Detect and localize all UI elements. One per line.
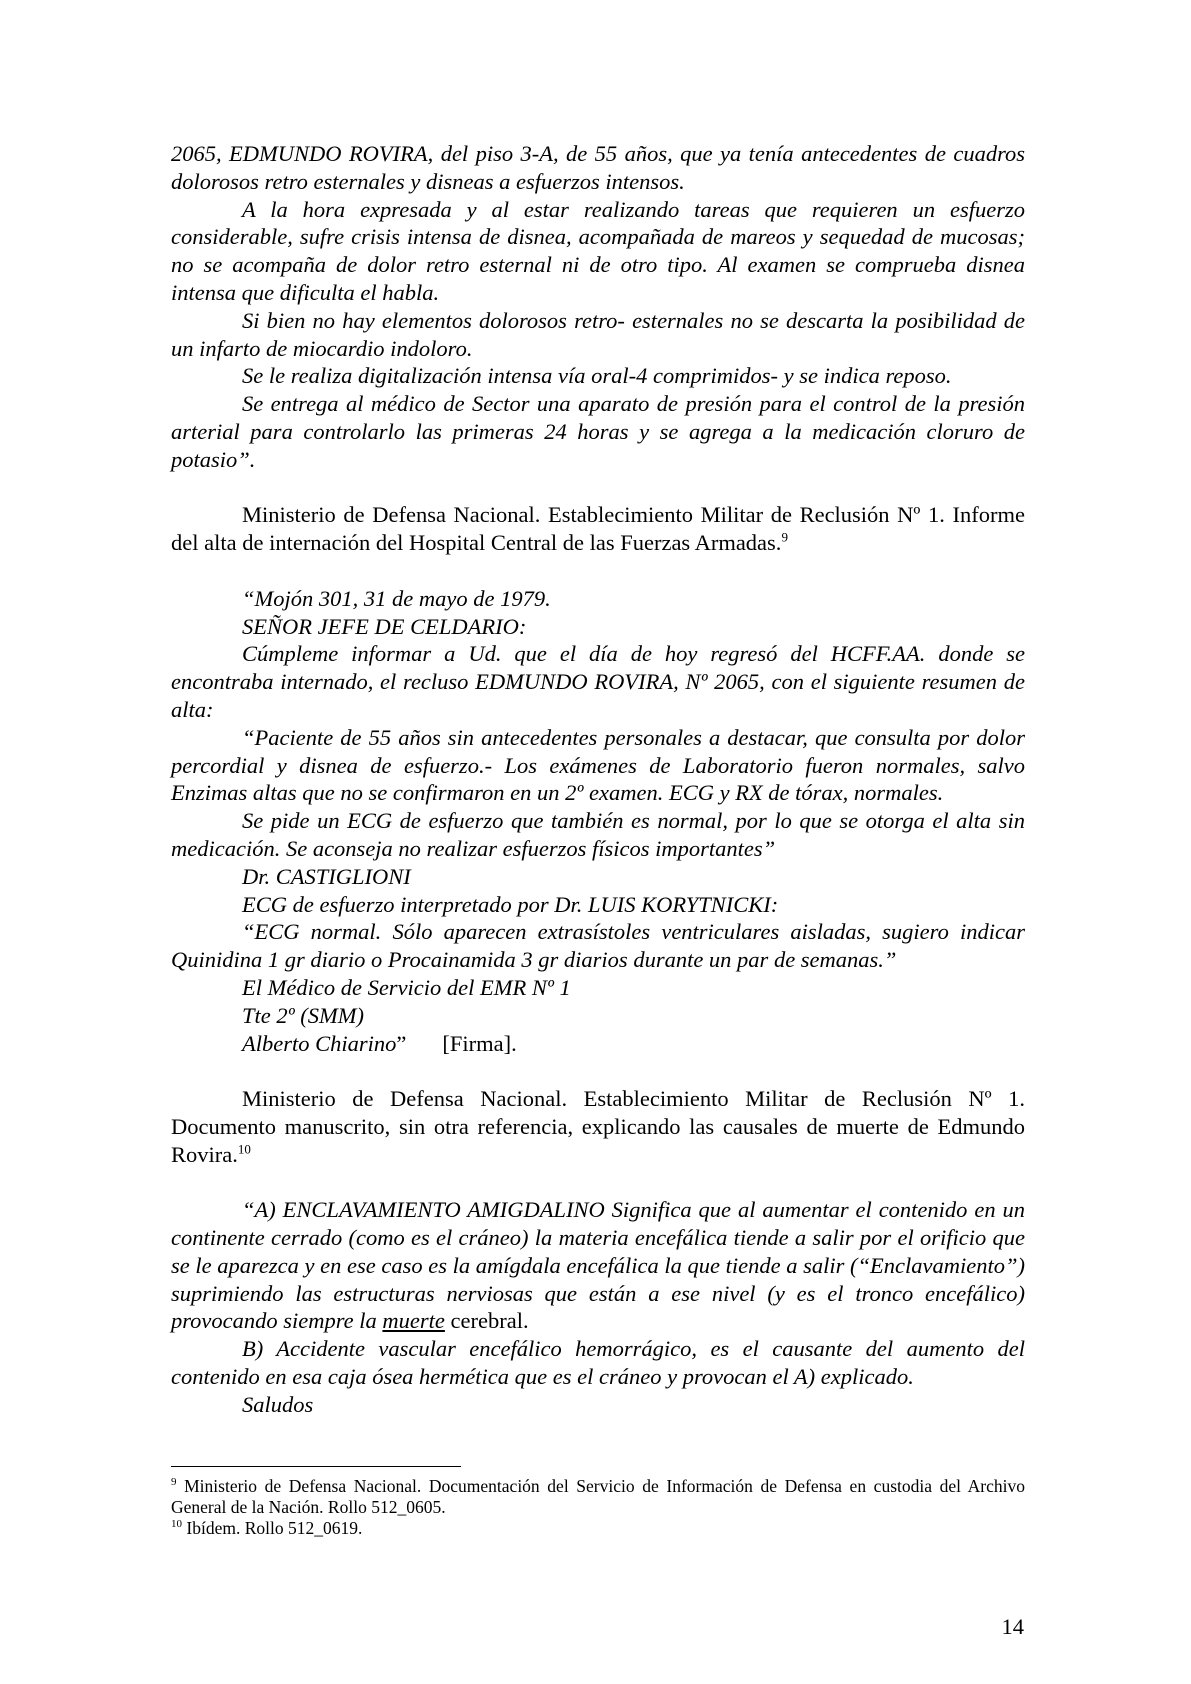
footnote-mark: 9: [171, 1476, 177, 1489]
closing-quote: ”: [396, 1030, 407, 1056]
quote-paragraph: Cúmpleme informar a Ud. que el día de hoy regresó del HCFF.AA. donde se encontraba internado, el recluso EDMUNDO ROVIRA, Nº 2065, con el siguiente resumen de alta:: [171, 641, 1025, 722]
body-text: [171, 140, 1025, 1419]
paragraph: Se entrega al médico de Sector una aparato de presión para el control de la presión arterial para controlarlo las primeras 24 horas y se agrega a la medicación cloruro de potasio”.: [171, 391, 1025, 472]
quote-line: El Médico de Servicio del EMR Nº 1: [242, 974, 571, 1000]
footnotes: [171, 1476, 1025, 1539]
signature-line: [171, 1030, 1025, 1058]
quote-paragraph: Se pide un ECG de esfuerzo que también es normal, por lo que se otorga el alta sin medicación. Se aconseja no realizar esfuerzos físicos importantes”: [171, 808, 1025, 861]
footnote: $^9$ Ministerio de Defensa Nacional. Documentación del Servicio de Información de Defensa en custodia del Archivo General de la Nación. Rollo 512_0605.: [171, 1476, 1025, 1517]
source-text: Ministerio de Defensa Nacional. Establecimiento Militar de Reclusión Nº 1. Informe del alta de internación del Hospital Central de las Fuerzas Armadas.: [171, 502, 1025, 556]
paragraph: 2065, EDMUNDO ROVIRA, del piso 3-A, de 55 años, que ya tenía antecedentes de cuadros dolorosos retro esternales y disneas a esfuerzos intensos.: [171, 141, 1025, 194]
signature-name: Alberto Chiarino: [242, 1030, 397, 1056]
footnote-ref: 9: [781, 529, 788, 545]
source-paragraph: [171, 1085, 1025, 1168]
quote-line: ECG de esfuerzo interpretado por Dr. LUIS KORYTNICKI:: [242, 891, 779, 917]
quote-paragraph: B) Accidente vascular encefálico hemorrágico, es el causante del aumento del contenido en esa caja ósea hermética que es el cráneo y provocan el A) explicado.: [171, 1336, 1025, 1390]
footnote-separator: [171, 1466, 461, 1467]
quote-line: SEÑOR JEFE DE CELDARIO:: [242, 613, 527, 639]
source-text: Ministerio de Defensa Nacional. Establecimiento Militar de Reclusión Nº 1. Documento manuscrito, sin otra referencia, explicando las causales de muerte de Edmundo Rovira.: [171, 1086, 1025, 1167]
source-paragraph: [171, 501, 1025, 557]
quote-paragraph: “ECG normal. Sólo aparecen extrasístoles ventriculares aisladas, sugiero indicar Quinidina 1 gr diario o Procainamida 3 gr diarios durante un par de semanas.”: [171, 919, 1025, 973]
footnote-ref: 10: [237, 1141, 251, 1157]
quote-line: Saludos: [242, 1391, 314, 1417]
quote-line: “Mojón 301, 31 de mayo de 1979.: [242, 585, 551, 611]
footnote: $^{10}$ Ibídem. Rollo 512_0619.: [171, 1518, 363, 1538]
quote-line: Tte 2º (SMM): [242, 1002, 364, 1028]
paragraph: A la hora expresada y al estar realizando tareas que requieren un esfuerzo considerable, sufre crisis intensa de disnea, acompañada de mareos y sequedad de mucosas; no se acompaña de dolor retro esternal ni de otro tipo. Al examen se comprueba disnea intensa que dificulta el habla.: [171, 196, 1025, 305]
footnote-mark: 10: [171, 1518, 182, 1531]
paragraph: Se le realiza digitalización intensa vía oral-4 comprimidos- y se indica reposo.: [242, 363, 952, 389]
quote-line: Dr. CASTIGLIONI: [242, 863, 411, 889]
underlined-word: muerte: [382, 1308, 445, 1334]
signature-mark: [Firma].: [442, 1030, 517, 1056]
quote-paragraph: “A) ENCLAVAMIENTO AMIGDALINO Significa que al aumentar el contenido en un continente cerrado (como es el cráneo) la materia encefálica tiende a salir por el orificio que se le aparezca y en ese caso es la amígdala encefálica la que tiende a salir (“Enclavamiento”) suprimiendo las estructuras nerviosas que están a ese nivel (y es el tronco encefálico) provocando siempre la muerte cerebral.: [171, 1197, 1025, 1334]
paragraph: Si bien no hay elementos dolorosos retro- esternales no se descarta la posibilidad de un infarto de miocardio indoloro.: [171, 307, 1025, 361]
page-number: 14: [1001, 1614, 1024, 1639]
quote-paragraph: “Paciente de 55 años sin antecedentes personales a destacar, que consulta por dolor percordial y disnea de esfuerzo.- Los exámenes de Laboratorio fueron normales, salvo Enzimas altas que no se confirmaron en un 2º examen. ECG y RX de tórax, normales.: [171, 724, 1025, 806]
